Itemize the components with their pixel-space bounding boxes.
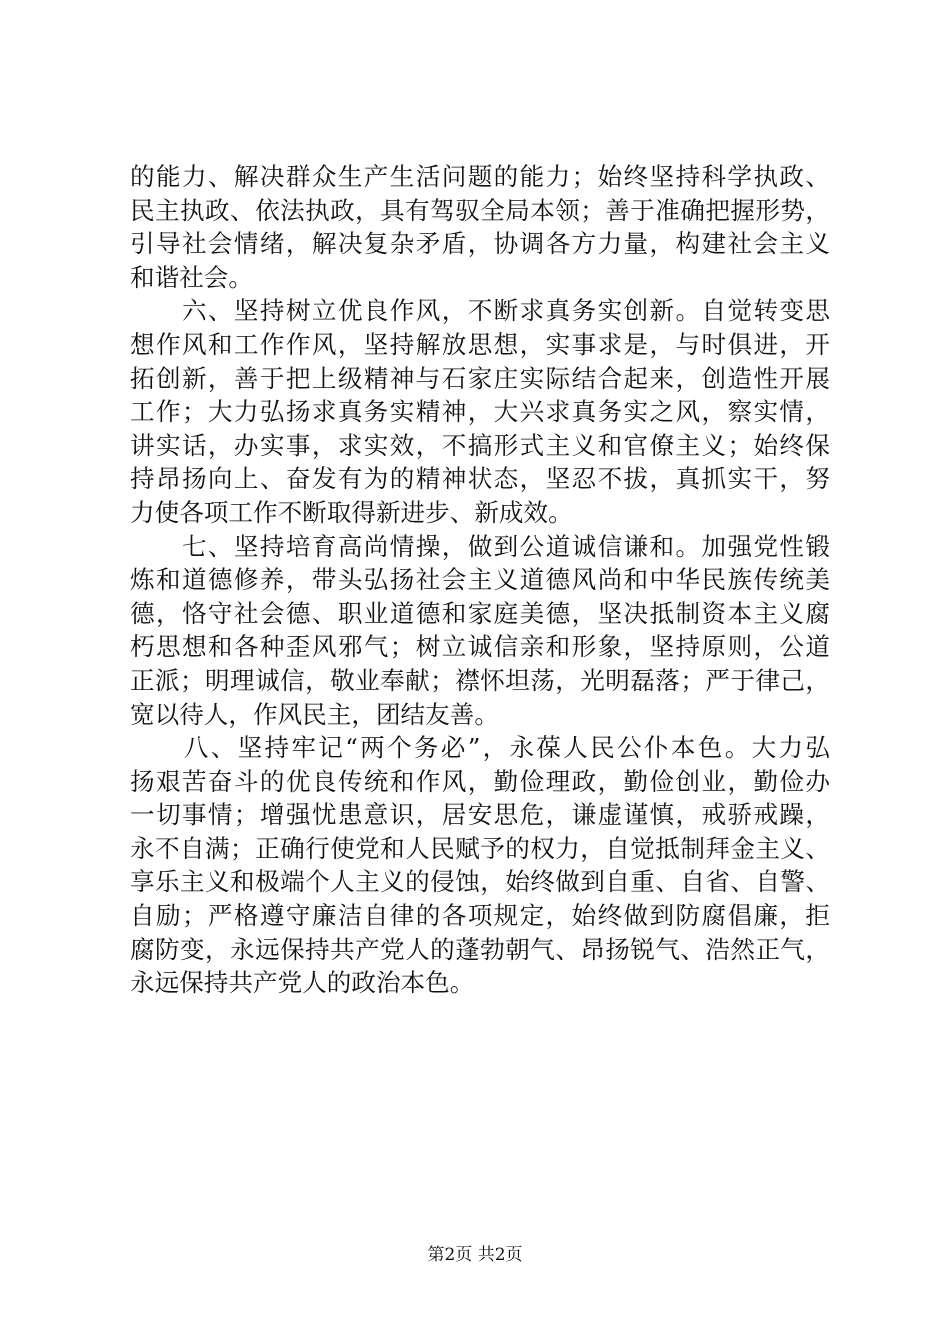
text-line: 持昂扬向上、奋发有为的精神状态，坚忍不拔，真抓实干，努 [130,464,830,494]
text-line: 永远保持共产党人的政治本色。 [130,968,475,998]
body-text [130,160,830,1000]
text-line: 一切事情；增强忧患意识，居安思危，谦虚谨慎，戒骄戒躁， [130,800,830,830]
text-line: 力使各项工作不断取得新进步、新成效。 [130,497,573,527]
text-line: 引导社会情绪，解决复杂矛盾，协调各方力量，构建社会主义 [130,229,830,259]
text-line: 工作；大力弘扬求真务实精神，大兴求真务实之风，察实情， [130,397,830,427]
text-line: 宽以待人，作风民主，团结友善。 [130,699,499,729]
text-line: 德，恪守社会德、职业道德和家庭美德，坚决抵制资本主义腐 [130,598,830,628]
text-line: 想作风和工作作风，坚持解放思想，实事求是，与时俱进，开 [130,329,830,359]
text-line: 朽思想和各种歪风邪气；树立诚信亲和形象，坚持原则，公道 [130,632,830,662]
text-line: 享乐主义和极端个人主义的侵蚀，始终做到自重、自省、自警、 [130,867,830,897]
text-line: 炼和道德修养，带头弘扬社会主义道德风尚和中华民族传统美 [130,565,830,595]
text-line: 民主执政、依法执政，具有驾驭全局本领；善于准确把握形势， [130,195,830,225]
text-line: 讲实话，办实事，求实效，不搞形式主义和官僚主义；始终保 [130,430,830,460]
text-line: 正派；明理诚信，敬业奉献；襟怀坦荡，光明磊落；严于律己， [130,665,830,695]
text-line: 和谐社会。 [130,262,253,292]
page-footer: 第2页 共2页 [427,1245,523,1265]
text-line: 拓创新，善于把上级精神与石家庄实际结合起来，创造性开展 [130,363,830,393]
text-line: 六、坚持树立优良作风，不断求真务实创新。自觉转变思 [130,296,830,326]
text-line: 永不自满；正确行使党和人民赋予的权力，自觉抵制拜金主义、 [130,833,830,863]
text-line: 的能力、解决群众生产生活问题的能力；始终坚持科学执政、 [130,162,830,191]
text-line: 自励；严格遵守廉洁自律的各项规定，始终做到防腐倡廉，拒 [130,901,830,931]
text-line: 扬艰苦奋斗的优良传统和作风，勤俭理政，勤俭创业，勤俭办 [130,766,830,796]
text-line: 七、坚持培育高尚情操，做到公道诚信谦和。加强党性锻 [130,531,830,561]
text-line: 腐防变，永远保持共产党人的蓬勃朝气、昂扬锐气、浩然正气， [130,934,830,964]
text-line: 八、坚持牢记“两个务必”，永葆人民公仆本色。大力弘 [130,733,830,763]
